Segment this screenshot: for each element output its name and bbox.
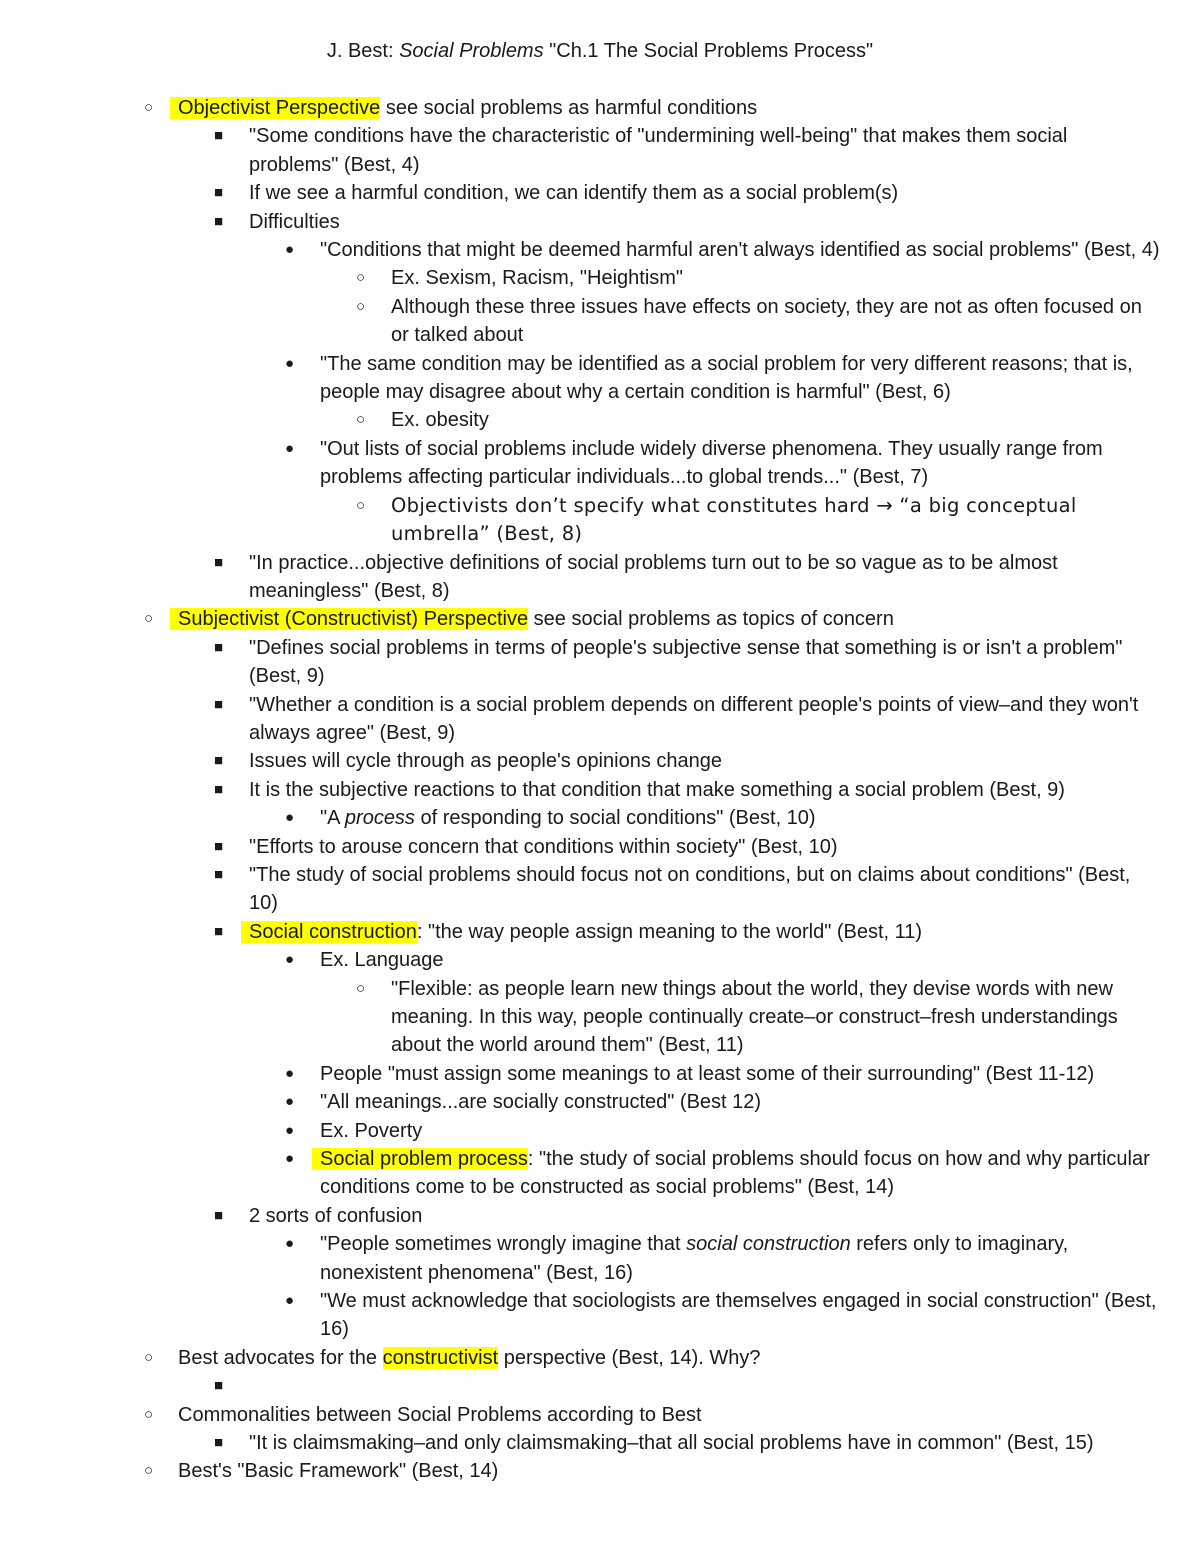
square-bullet-icon: ■	[214, 695, 224, 713]
list-item: ■ "Whether a condition is a social problem depends on different people's points of view–and they won't always agree" (Best, 9)	[0, 691, 1200, 748]
dot-bullet-icon: ●	[285, 1235, 295, 1253]
list-item: ○ Commonalities between Social Problems according to Best	[0, 1401, 1200, 1429]
dot-bullet-icon: ●	[285, 1064, 295, 1082]
list-item: ○ Best's "Basic Framework" (Best, 14)	[0, 1457, 1200, 1485]
list-item: ● "Out lists of social problems include widely diverse phenomena. They usually range from problems affecting particular individuals...to global trends..." (Best, 7)	[0, 435, 1200, 492]
list-item: ○ Although these three issues have effects on society, they are not as often focused on or talked about	[0, 293, 1200, 350]
list-item: ● "Conditions that might be deemed harmful aren't always identified as social problems" (Best, 4)	[0, 236, 1200, 264]
list-item: ● People "must assign some meanings to at least some of their surrounding" (Best 11-12)	[0, 1060, 1200, 1088]
list-item: ■ Difficulties	[0, 208, 1200, 236]
circle-bullet-icon: ○	[356, 269, 366, 287]
square-bullet-icon: ■	[214, 837, 224, 855]
highlight-social-construction: Social construction	[241, 921, 417, 943]
list-item: ■ "Efforts to arouse concern that conditions within society" (Best, 10)	[0, 833, 1200, 861]
list-item: ■ Issues will cycle through as people's opinions change	[0, 747, 1200, 775]
square-bullet-icon: ■	[214, 184, 224, 202]
list-item: ■ Social construction: "the way people assign meaning to the world" (Best, 11)	[0, 918, 1200, 946]
square-bullet-icon: ■	[214, 865, 224, 883]
list-item: ■ "Some conditions have the characteristic of "undermining well-being" that makes them social problems" (Best, 4)	[0, 122, 1200, 179]
square-bullet-icon: ■	[214, 922, 224, 940]
dot-bullet-icon: ●	[285, 1150, 295, 1168]
list-item: ○ Subjectivist (Constructivist) Perspective see social problems as topics of concern	[0, 605, 1200, 633]
square-bullet-icon: ■	[214, 127, 224, 145]
dot-bullet-icon: ●	[285, 1292, 295, 1310]
circle-bullet-icon: ○	[144, 610, 154, 628]
list-item: ● "We must acknowledge that sociologists are themselves engaged in social construction" (Best, 16)	[0, 1287, 1200, 1344]
list-item: ● Ex. Poverty	[0, 1117, 1200, 1145]
list-item: ■ "It is claimsmaking–and only claimsmaking–that all social problems have in common" (Best, 15)	[0, 1429, 1200, 1457]
document-title	[0, 38, 1200, 64]
list-item: ● Social problem process: "the study of social problems should focus on how and why particular conditions come to be constructed as social problems" (Best, 14)	[0, 1145, 1200, 1202]
circle-bullet-icon: ○	[356, 411, 366, 429]
circle-bullet-icon: ○	[356, 979, 366, 997]
list-item: ○ Best advocates for the constructivist perspective (Best, 14). Why?	[0, 1344, 1200, 1372]
title-author: J. Best:	[326, 40, 400, 62]
list-item: ○ Objectivists don’t specify what constitutes hard → “a big conceptual umbrella” (Best, 8)	[356, 493, 1077, 546]
list-item: ■ "In practice...objective definitions of social problems turn out to be so vague as to be almost meaningless" (Best, 8)	[0, 549, 1200, 606]
list-item: ○ Objectivist Perspective see social problems as harmful conditions	[0, 94, 1200, 122]
dot-bullet-icon: ●	[285, 951, 295, 969]
list-item: ■ If we see a harmful condition, we can identify them as a social problem(s)	[0, 179, 1200, 207]
list-item-empty	[0, 1372, 1200, 1400]
highlight-objectivist: Objectivist Perspective	[170, 97, 380, 119]
dot-bullet-icon: ●	[285, 1093, 295, 1111]
list-item: ● "All meanings...are socially constructed" (Best 12)	[0, 1088, 1200, 1116]
list-item: ○ Ex. obesity	[0, 406, 1200, 434]
list-item: ● Ex. Language	[0, 946, 1200, 974]
list-item: ○ Ex. Sexism, Racism, "Heightism"	[0, 264, 1200, 292]
outline	[0, 94, 1200, 1486]
square-bullet-icon: ■	[214, 212, 224, 230]
list-item: ■ "Defines social problems in terms of people's subjective sense that something is or isn't a problem" (Best, 9)	[0, 634, 1200, 691]
circle-bullet-icon: ○	[144, 1405, 154, 1423]
dot-bullet-icon: ●	[285, 354, 295, 372]
title-chapter: "Ch.1 The Social Problems Process"	[543, 40, 874, 62]
highlight-constructivist: constructivist	[382, 1346, 499, 1369]
circle-bullet-icon: ○	[144, 1348, 154, 1366]
title-book: Social Problems	[399, 40, 544, 62]
highlight-social-problem-process: Social problem process	[312, 1148, 528, 1170]
highlight-subjectivist: Subjectivist (Constructivist) Perspective	[170, 608, 528, 630]
square-bullet-icon: ■	[214, 780, 224, 798]
list-item: ■ 2 sorts of confusion	[0, 1202, 1200, 1230]
dot-bullet-icon: ●	[285, 439, 295, 457]
circle-bullet-icon: ○	[144, 99, 154, 116]
square-bullet-icon: ■	[214, 638, 224, 656]
list-item: ● "A process of responding to social conditions" (Best, 10)	[0, 804, 1200, 832]
list-item: ■ "The study of social problems should focus not on conditions, but on claims about conditions" (Best, 10)	[0, 861, 1200, 918]
list-item: ○ "Flexible: as people learn new things about the world, they devise words with new meaning. In this way, people continually create–or construct–fresh understandings about the world around them" (Best, 11)	[0, 975, 1200, 1060]
square-bullet-icon: ■	[214, 1434, 224, 1452]
list-item: ● "People sometimes wrongly imagine that social construction refers only to imaginary, nonexistent phenomena" (Best, 16)	[0, 1230, 1200, 1287]
square-bullet-icon: ■	[214, 1377, 224, 1395]
square-bullet-icon: ■	[214, 553, 224, 571]
square-bullet-icon: ■	[214, 752, 224, 770]
dot-bullet-icon: ●	[285, 241, 295, 259]
list-item: ■ It is the subjective reactions to that condition that make something a social problem (Best, 9)	[0, 776, 1200, 804]
dot-bullet-icon: ●	[285, 1121, 295, 1139]
square-bullet-icon: ■	[214, 1206, 224, 1224]
list-item: ● "The same condition may be identified as a social problem for very different reasons; that is, people may disagree about why a certain condition is harmful" (Best, 6)	[0, 350, 1200, 407]
circle-bullet-icon: ○	[144, 1462, 154, 1480]
dot-bullet-icon: ●	[285, 809, 295, 827]
circle-bullet-icon: ○	[356, 496, 366, 514]
circle-bullet-icon: ○	[356, 297, 366, 315]
